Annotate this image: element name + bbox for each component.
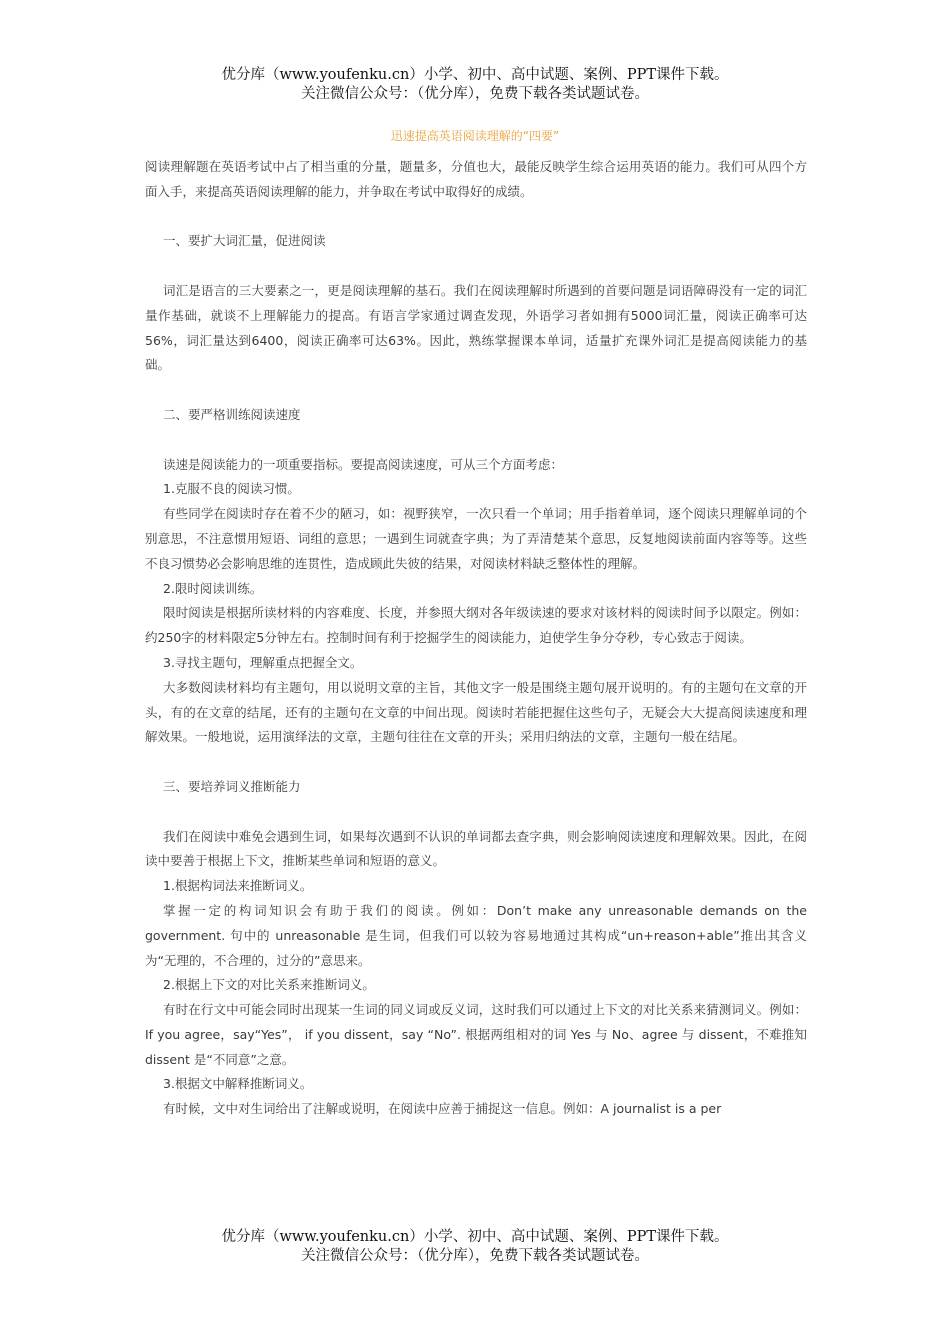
section-3-intro: 我们在阅读中难免会遇到生词，如果每次遇到不认识的单词都去查字典，则会影响阅读速度和理解效果。因此，在阅读中要善于根据上下文，推断某些单词和短语的意义。 (145, 828, 807, 869)
section-1-heading: 一、要扩大词汇量，促进阅读 (163, 233, 326, 249)
article-title: 迅速提高英语阅读理解的“四要” (390, 129, 560, 143)
section-3-heading: 三、要培养词义推断能力 (163, 778, 301, 794)
section-2-item-1-text: 有些同学在阅读时存在着不少的陋习，如：视野狭窄，一次只看一个单词；用手指着单词，逐个阅读只理解单词的个别意思，不注意惯用短语、词组的意思；一遇到生词就查字典；为了弄清楚某个意思，反复地阅读前面内容等等。这些不良习惯势必会影响思维的连贯性，造成顾此失彼的结果，对阅读材料缺乏整体性的理解。 (145, 506, 807, 571)
page-footer (0, 1228, 950, 1266)
section-3-item-3: 3.根据文中解释推断词义。 (163, 1076, 313, 1092)
section-2-item-3: 3.寻找主题句，理解重点把握全文。 (163, 654, 363, 670)
header-line-2: 关注微信公众号：（优分库），免费下载各类试题试卷。 (301, 86, 649, 102)
header-line-1: 优分库（www.youfenku.cn）小学、初中、高中试题、案例、PPT课件下载。 (221, 67, 729, 83)
footer-line-2: 关注微信公众号：（优分库），免费下载各类试题试卷。 (301, 1248, 649, 1264)
section-2-item-1: 1.克服不良的阅读习惯。 (163, 481, 300, 497)
section-3-item-2-text: 有时在行文中可能会同时出现某一生词的同义词或反义词，这时我们可以通过上下文的对比关系来猜测词义。例如：If you agree，say“Yes”， if you dissent，say “No”. 根据两组相对的词 Yes 与 No、agree 与 dissent，不难推知 dissent 是“不同意”之意。 (145, 1002, 807, 1067)
section-1-paragraph: 词汇是语言的三大要素之一，更是阅读理解的基石。我们在阅读理解时所遇到的首要问题是词语障碍没有一定的词汇量作基础，就谈不上理解能力的提高。有语言学家通过调查发现，外语学习者如拥有5000词汇量，阅读正确率可达56%，词汇量达到6400，阅读正确率可达63%。因此，熟练掌握课本单词，适量扩充课外词汇是提高阅读能力的基础。 (145, 282, 807, 373)
section-2-intro: 读速是阅读能力的一项重要指标。要提高阅读速度，可从三个方面考虑： (163, 456, 564, 472)
section-3-item-3-text: 有时候，文中对生词给出了注解或说明，在阅读中应善于捕捉这一信息。例如：A journalist is a per (163, 1101, 722, 1117)
section-2-item-2-text: 限时阅读是根据所读材料的内容难度、长度，并参照大纲对各年级读速的要求对该材料的阅读时间予以限定。例如：约250字的材料限定5分钟左右。控制时间有利于挖掘学生的阅读能力，迫使学生争分夺秒，专心致志于阅读。 (145, 605, 807, 646)
page-header (0, 66, 950, 104)
section-2-heading: 二、要严格训练阅读速度 (163, 406, 301, 422)
footer-line-1: 优分库（www.youfenku.cn）小学、初中、高中试题、案例、PPT课件下载。 (221, 1229, 729, 1245)
section-3-item-1: 1.根据构词法来推断词义。 (163, 878, 313, 894)
intro-paragraph: 阅读理解题在英语考试中占了相当重的分量，题量多，分值也大，最能反映学生综合运用英语的能力。我们可从四个方面入手，来提高英语阅读理解的能力，并争取在考试中取得好的成绩。 (145, 159, 807, 199)
article-body (145, 155, 807, 1122)
section-3-item-2: 2.根据上下文的对比关系来推断词义。 (163, 977, 375, 993)
section-3-item-1-text: 掌握一定的构词知识会有助于我们的阅读。例如：Don’t make any unreasonable demands on the government. 句中的 unreasonable 是生词，但我们可以较为容易地通过其构成“un+reason+able”推出其含义为“无理的，不合理的，过分的”意思来。 (145, 902, 807, 968)
section-2-item-3-text: 大多数阅读材料均有主题句，用以说明文章的主旨，其他文字一般是围绕主题句展开说明的。有的主题句在文章的开头，有的在文章的结尾，还有的主题句在文章的中间出现。阅读时若能把握住这些句子，无疑会大大提高阅读速度和理解效果。一般地说，运用演绎法的文章，主题句往往在文章的开头；采用归纳法的文章，主题句一般在结尾。 (145, 679, 807, 745)
section-2-item-2: 2.限时阅读训练。 (163, 580, 263, 596)
